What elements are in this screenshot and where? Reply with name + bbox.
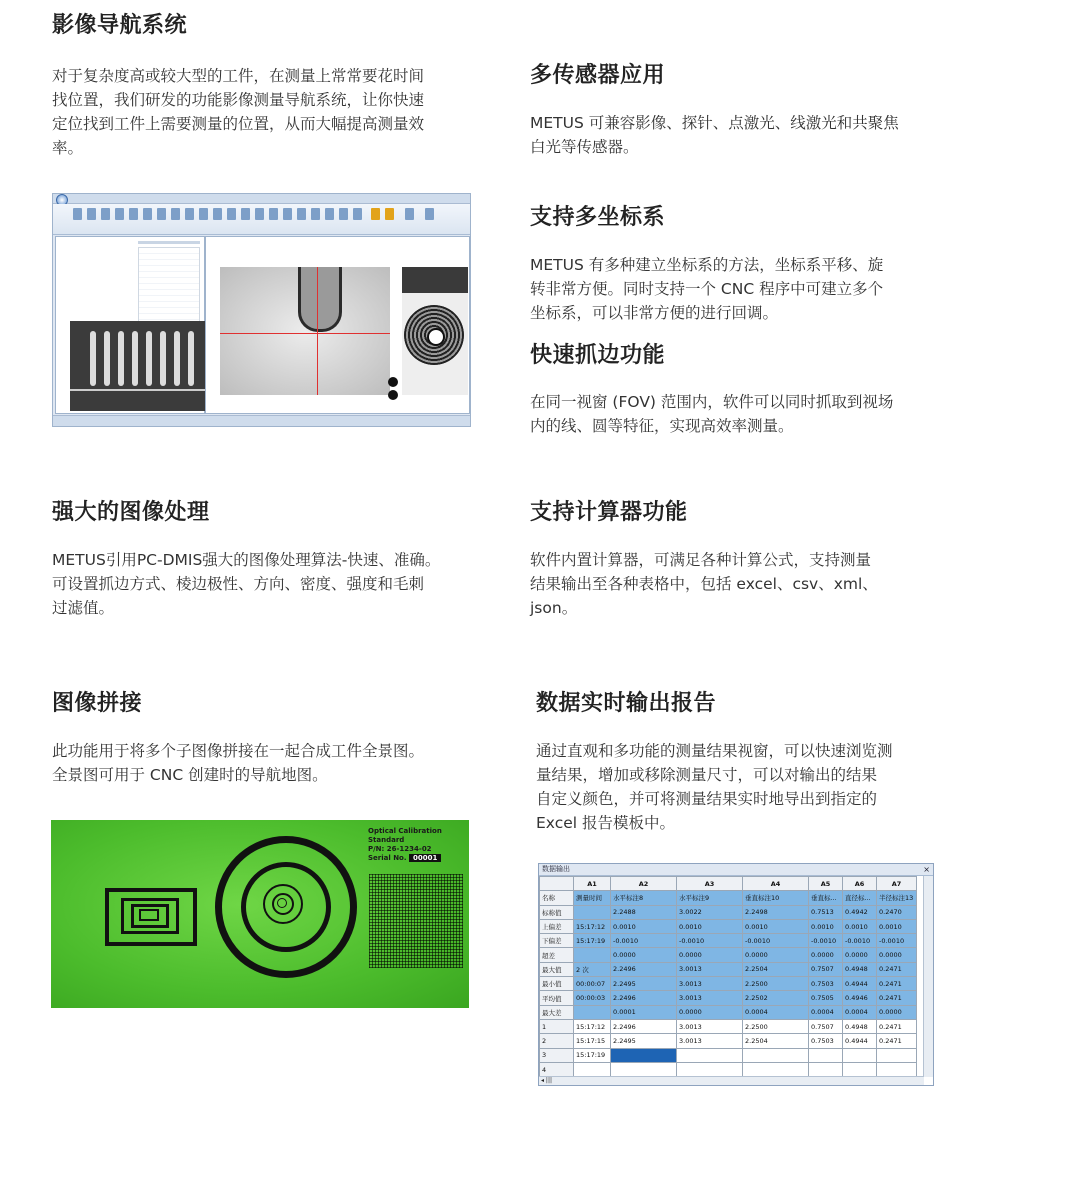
row-header[interactable]: 2 [540, 1034, 574, 1048]
table-cell[interactable]: 00:00:03 [574, 991, 611, 1005]
table-cell[interactable]: 0.2471 [877, 1019, 917, 1033]
table-cell[interactable]: 0.0000 [877, 1005, 917, 1019]
table-cell[interactable] [809, 1062, 843, 1076]
table-cell[interactable]: 0.0010 [611, 919, 677, 933]
table-cell[interactable]: 水平标注8 [611, 891, 677, 905]
text-line: 可设置抓边方式、棱边极性、方向、密度、强度和毛刺 [52, 575, 425, 593]
table-cell[interactable]: 0.4948 [843, 1019, 877, 1033]
camera-thumbnail [70, 321, 205, 411]
text-line: 过滤值。 [52, 599, 115, 617]
text-line: METUS 有多种建立坐标系的方法，坐标系平移、旋 [530, 256, 884, 274]
calibration-serial: Serial No. 00001 [368, 854, 469, 863]
table-row[interactable] [540, 1005, 917, 1019]
table-cell[interactable] [743, 1048, 809, 1062]
live-camera-image [220, 267, 390, 395]
text-line: 此功能用于将多个子图像拼接在一起合成工件全景图。 [52, 742, 425, 760]
section-text [52, 548, 482, 620]
table-cell[interactable]: 2.2495 [611, 977, 677, 991]
table-cell[interactable] [574, 1005, 611, 1019]
table-row[interactable] [540, 991, 917, 1005]
status-bar [53, 415, 470, 426]
text-line: 自定义颜色，并可将测量结果实时地导出到指定的 [536, 790, 878, 808]
text-line: METUS 可兼容影像、探针、点激光、线激光和共聚焦 [530, 114, 899, 132]
table-row[interactable] [540, 962, 917, 976]
table-cell[interactable]: 0.2470 [877, 905, 917, 919]
table-cell[interactable]: 0.0000 [743, 948, 809, 962]
section-image-processing [52, 495, 482, 620]
table-cell[interactable]: 垂直标注10 [743, 891, 809, 905]
table-cell[interactable]: 3.0013 [677, 977, 743, 991]
table-cell[interactable]: 0.4946 [843, 991, 877, 1005]
section-text [530, 111, 950, 159]
text-line: METUS引用PC-DMIS强大的图像处理算法-快速、准确。 [52, 551, 441, 569]
text-line: 内的线、圆等特征，实现高效率测量。 [530, 417, 794, 435]
calibration-title: Optical Calibration Standard [368, 827, 442, 844]
row-header[interactable]: 1 [540, 1019, 574, 1033]
section-text [530, 548, 950, 620]
table-cell[interactable]: 3.0013 [677, 1019, 743, 1033]
row-header[interactable]: 标称值 [540, 905, 574, 919]
row-header[interactable]: 下偏差 [540, 934, 574, 948]
table-cell[interactable]: 2.2488 [611, 905, 677, 919]
probe-tip [298, 267, 342, 332]
text-line: Excel 报告模板中。 [536, 814, 675, 832]
ring-target [277, 898, 287, 908]
table-cell[interactable]: 水平标注9 [677, 891, 743, 905]
table-cell[interactable]: 0.4942 [843, 905, 877, 919]
column-header[interactable]: A1 [574, 877, 611, 891]
table-cell[interactable]: 2 次 [574, 962, 611, 976]
row-header[interactable]: 4 [540, 1062, 574, 1076]
table-cell[interactable]: 00:00:07 [574, 977, 611, 991]
table-row[interactable] [540, 1019, 917, 1033]
table-cell[interactable]: 15:17:19 [574, 1048, 611, 1062]
table-cell[interactable]: 0.0000 [677, 1005, 743, 1019]
table-cell[interactable]: 0.0000 [877, 948, 917, 962]
grid-target [369, 874, 463, 968]
table-cell[interactable]: 0.0000 [809, 948, 843, 962]
column-header[interactable]: A5 [809, 877, 843, 891]
table-cell[interactable]: 0.2471 [877, 1034, 917, 1048]
horizontal-scrollbar[interactable]: ◂ ||| [539, 1076, 924, 1085]
table-cell[interactable]: 15:17:19 [574, 934, 611, 948]
table-cell[interactable]: 15:17:15 [574, 1034, 611, 1048]
text-line: 全景图可用于 CNC 创建时的导航地图。 [52, 766, 328, 784]
text-line: 量结果，增加或移除测量尺寸，可以对输出的结果 [536, 766, 878, 784]
table-cell[interactable] [677, 1048, 743, 1062]
section-title: 支持计算器功能 [530, 500, 688, 525]
table-cell[interactable]: 0.7503 [809, 1034, 843, 1048]
table-cell[interactable]: 3.0013 [677, 962, 743, 976]
table-cell[interactable] [611, 1048, 677, 1062]
row-header[interactable]: 上偏差 [540, 919, 574, 933]
table-cell[interactable] [677, 1062, 743, 1076]
indicator-dot [388, 390, 398, 400]
section-title: 数据实时输出报告 [536, 691, 717, 716]
row-header[interactable]: 最小值 [540, 977, 574, 991]
section-title: 影像导航系统 [52, 13, 188, 38]
section-text [530, 253, 950, 325]
toolbar-ribbon [53, 204, 470, 235]
table-cell[interactable]: 0.7505 [809, 991, 843, 1005]
section-report [536, 686, 956, 835]
data-output-window [538, 863, 934, 1086]
table-cell[interactable]: -0.0010 [843, 934, 877, 948]
section-edge [530, 338, 950, 438]
table-cell[interactable]: 0.0010 [809, 919, 843, 933]
section-nav [52, 8, 482, 160]
text-line: json。 [530, 599, 578, 617]
text-line: 软件内置计算器，可满足各种计算公式，支持测量 [530, 551, 872, 569]
section-title: 强大的图像处理 [52, 500, 210, 525]
table-cell[interactable]: 2.2504 [743, 962, 809, 976]
table-cell[interactable]: 0.0004 [809, 1005, 843, 1019]
table-row[interactable] [540, 1034, 917, 1048]
text-line: 坐标系，可以非常方便的进行回调。 [530, 304, 779, 322]
table-row[interactable] [540, 891, 917, 905]
section-multi-coord [530, 200, 950, 325]
table-cell[interactable]: 直径标... [843, 891, 877, 905]
table-cell[interactable] [574, 948, 611, 962]
table-cell[interactable]: -0.0010 [611, 934, 677, 948]
table-cell[interactable]: 垂直标... [809, 891, 843, 905]
row-header[interactable]: 超差 [540, 948, 574, 962]
table-cell[interactable]: -0.0010 [677, 934, 743, 948]
column-header[interactable]: A4 [743, 877, 809, 891]
text-line: 率。 [52, 139, 84, 157]
table-cell[interactable] [877, 1048, 917, 1062]
table-cell[interactable]: 0.0010 [843, 919, 877, 933]
indicator-dot [388, 377, 398, 387]
table-cell[interactable] [809, 1048, 843, 1062]
table-cell[interactable]: 0.4944 [843, 977, 877, 991]
crosshair-horizontal [220, 333, 390, 334]
text-line: 在同一视窗 (FOV) 范围内，软件可以同时抓取到视场 [530, 393, 894, 411]
table-row[interactable] [540, 1048, 917, 1062]
table-row[interactable] [540, 934, 917, 948]
table-cell[interactable]: 半径标注13 [877, 891, 917, 905]
section-text [52, 64, 482, 160]
table-cell[interactable]: 0.2471 [877, 977, 917, 991]
section-text [52, 739, 482, 787]
table-cell[interactable] [843, 1062, 877, 1076]
table-cell[interactable]: 0.2471 [877, 991, 917, 1005]
table-cell[interactable]: -0.0010 [809, 934, 843, 948]
table-cell[interactable]: 3.0013 [677, 991, 743, 1005]
window-titlebar [53, 194, 470, 204]
table-cell[interactable]: 0.7507 [809, 962, 843, 976]
text-line: 对于复杂度高或较大型的工件，在测量上常常要花时间 [52, 67, 425, 85]
table-cell[interactable]: 测量时间 [574, 891, 611, 905]
section-calculator [530, 495, 950, 620]
calibration-standard-image [51, 820, 469, 1008]
column-header[interactable]: A3 [677, 877, 743, 891]
row-header[interactable]: 平均值 [540, 991, 574, 1005]
table-cell[interactable] [574, 1062, 611, 1076]
table-cell[interactable]: 2.2498 [743, 905, 809, 919]
section-stitching [52, 686, 482, 787]
column-header[interactable]: A2 [611, 877, 677, 891]
table-cell[interactable]: 2.2495 [611, 1034, 677, 1048]
table-cell[interactable]: 2.2496 [611, 991, 677, 1005]
table-cell[interactable]: 3.0013 [677, 1034, 743, 1048]
crosshair-vertical [317, 267, 318, 395]
square-target [139, 909, 159, 921]
table-cell[interactable]: 0.4948 [843, 962, 877, 976]
table-cell[interactable]: 2.2500 [743, 1019, 809, 1033]
table-cell[interactable]: 0.7513 [809, 905, 843, 919]
table-cell[interactable]: 0.0000 [611, 948, 677, 962]
row-header[interactable]: 3 [540, 1048, 574, 1062]
table-cell[interactable]: 0.7507 [809, 1019, 843, 1033]
section-text [530, 390, 950, 438]
software-screenshot [52, 193, 471, 427]
calibration-label [368, 827, 469, 863]
section-multi-sensor [530, 58, 950, 159]
row-header[interactable]: 最大差 [540, 1005, 574, 1019]
table-cell[interactable] [574, 905, 611, 919]
text-line: 找位置，我们研发的功能影像测量导航系统，让你快速 [52, 91, 425, 109]
text-line: 结果输出至各种表格中，包括 excel、csv、xml、 [530, 575, 878, 593]
text-line: 定位找到工件上需要测量的位置，从而大幅提高测量效 [52, 115, 425, 133]
row-header[interactable]: 名称 [540, 891, 574, 905]
window-title: 数据输出 [542, 865, 570, 873]
table-cell[interactable]: 0.2471 [877, 962, 917, 976]
side-preview [402, 267, 468, 395]
vertical-scrollbar[interactable] [923, 876, 933, 1077]
table-cell[interactable]: -0.0010 [743, 934, 809, 948]
table-cell[interactable]: 0.0001 [611, 1005, 677, 1019]
column-header[interactable] [540, 877, 574, 891]
table-cell[interactable]: 0.0004 [743, 1005, 809, 1019]
table-cell[interactable] [877, 1062, 917, 1076]
table-cell[interactable]: 2.2500 [743, 977, 809, 991]
table-cell[interactable] [611, 1062, 677, 1076]
section-title: 多传感器应用 [530, 63, 666, 88]
table-cell[interactable]: 0.0010 [877, 919, 917, 933]
table-row[interactable] [540, 1062, 917, 1076]
table-cell[interactable]: 2.2502 [743, 991, 809, 1005]
section-text [536, 739, 956, 835]
data-output-titlebar [539, 864, 933, 876]
data-table [539, 876, 917, 1077]
table-row[interactable] [540, 977, 917, 991]
column-header[interactable]: A6 [843, 877, 877, 891]
table-cell[interactable]: 0.0000 [677, 948, 743, 962]
table-row[interactable] [540, 905, 917, 919]
section-title: 快速抓边功能 [530, 343, 666, 368]
table-cell[interactable]: 15:17:12 [574, 919, 611, 933]
serial-value: 00001 [409, 854, 441, 862]
table-cell[interactable]: 15:17:12 [574, 1019, 611, 1033]
table-cell[interactable]: 2.2504 [743, 1034, 809, 1048]
column-header[interactable]: A7 [877, 877, 917, 891]
table-cell[interactable]: 3.0022 [677, 905, 743, 919]
section-title: 支持多坐标系 [530, 205, 666, 230]
calibration-part-number: P/N: 26-1234-02 [368, 845, 432, 853]
close-icon[interactable]: × [923, 865, 930, 874]
table-row[interactable] [540, 948, 917, 962]
text-line: 转非常方便。同时支持一个 CNC 程序中可建立多个 [530, 280, 884, 298]
table-cell[interactable]: 2.2496 [611, 1019, 677, 1033]
left-panel [55, 236, 205, 414]
row-header[interactable]: 最大值 [540, 962, 574, 976]
table-cell[interactable]: -0.0010 [877, 934, 917, 948]
table-cell[interactable]: 0.0010 [677, 919, 743, 933]
table-cell[interactable]: 0.0000 [843, 948, 877, 962]
table-cell[interactable]: 0.0010 [743, 919, 809, 933]
text-line: 通过直观和多功能的测量结果视窗，可以快速浏览测 [536, 742, 893, 760]
section-title: 图像拼接 [52, 691, 143, 716]
table-cell[interactable] [743, 1062, 809, 1076]
table-cell[interactable] [843, 1048, 877, 1062]
table-cell[interactable]: 0.4944 [843, 1034, 877, 1048]
table-row[interactable] [540, 919, 917, 933]
table-cell[interactable]: 2.2496 [611, 962, 677, 976]
table-header-row [540, 877, 917, 891]
text-line: 白光等传感器。 [530, 138, 639, 156]
camera-view-panel [205, 236, 470, 414]
table-cell[interactable]: 0.0004 [843, 1005, 877, 1019]
table-cell[interactable]: 0.7503 [809, 977, 843, 991]
